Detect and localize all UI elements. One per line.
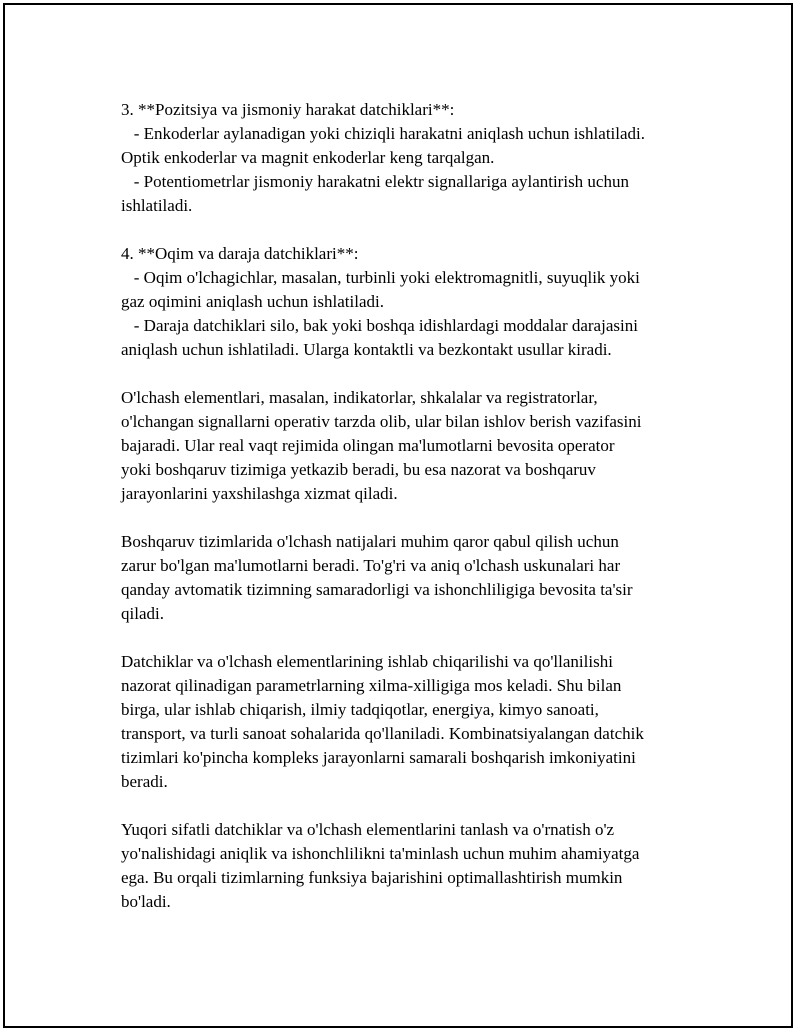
text-line: ishlatiladi. (121, 196, 193, 215)
text-line: transport, va turli sanoat sohalarida qo'llaniladi. Kombinatsiyalangan datchik (121, 724, 644, 743)
text-line: O'lchash elementlari, masalan, indikatorlar, shkalalar va registratorlar, (121, 388, 598, 407)
paragraph-measuring-elements (121, 386, 721, 506)
text-line: 4. **Oqim va daraja datchiklari**: (121, 244, 359, 263)
paragraph-control-systems (121, 530, 721, 626)
text-line: - Oqim o'lchagichlar, masalan, turbinli yoki elektromagnitli, suyuqlik yoki (121, 268, 640, 287)
document-page (3, 3, 793, 1028)
document-body (121, 98, 721, 938)
paragraph-flow-level-sensors (121, 242, 721, 362)
text-line: Optik enkoderlar va magnit enkoderlar keng tarqalgan. (121, 148, 495, 167)
text-line: Yuqori sifatli datchiklar va o'lchash elementlarini tanlash va o'rnatish o'z (121, 820, 615, 839)
text-line: qiladi. (121, 604, 164, 623)
text-line: zarur bo'lgan ma'lumotlarni beradi. To'g'ri va aniq o'lchash uskunalari har (121, 556, 621, 575)
text-line: yo'nalishidagi aniqlik va ishonchlilikni ta'minlash uchun muhim ahamiyatga (121, 844, 640, 863)
text-line: ega. Bu orqali tizimlarning funksiya bajarishini optimallashtirish mumkin (121, 868, 623, 887)
text-line: qanday avtomatik tizimning samaradorligi va ishonchliligiga bevosita ta'sir (121, 580, 633, 599)
text-line: Datchiklar va o'lchash elementlarining ishlab chiqarilishi va qo'llanilishi (121, 652, 613, 671)
text-line: 3. **Pozitsiya va jismoniy harakat datchiklari**: (121, 100, 455, 119)
paragraph-position-sensors (121, 98, 721, 218)
text-line: Boshqaruv tizimlarida o'lchash natijalari muhim qaror qabul qilish uchun (121, 532, 619, 551)
text-line: bajaradi. Ular real vaqt rejimida olingan ma'lumotlarni bevosita operator (121, 436, 615, 455)
text-line: yoki boshqaruv tizimiga yetkazib beradi, bu esa nazorat va boshqaruv (121, 460, 596, 479)
text-line: gaz oqimini aniqlash uchun ishlatiladi. (121, 292, 384, 311)
text-line: o'lchangan signallarni operativ tarzda olib, ular bilan ishlov berish vazifasini (121, 412, 642, 431)
text-line: tizimlari ko'pincha kompleks jarayonlarni samarali boshqarish imkoniyatini (121, 748, 636, 767)
paragraph-selection-installation (121, 818, 721, 914)
text-line: bo'ladi. (121, 892, 171, 911)
text-line: aniqlash uchun ishlatiladi. Ularga kontaktli va bezkontakt usullar kiradi. (121, 340, 612, 359)
paragraph-production-application (121, 650, 721, 794)
text-line: birga, ular ishlab chiqarish, ilmiy tadqiqotlar, energiya, kimyo sanoati, (121, 700, 599, 719)
text-line: - Enkoderlar aylanadigan yoki chiziqli harakatni aniqlash uchun ishlatiladi. (121, 124, 646, 143)
text-line: - Daraja datchiklari silo, bak yoki boshqa idishlardagi moddalar darajasini (121, 316, 638, 335)
text-line: nazorat qilinadigan parametrlarning xilma-xilligiga mos keladi. Shu bilan (121, 676, 622, 695)
text-line: jarayonlarini yaxshilashga xizmat qiladi. (121, 484, 398, 503)
text-line: beradi. (121, 772, 168, 791)
text-line: - Potentiometrlar jismoniy harakatni elektr signallariga aylantirish uchun (121, 172, 629, 191)
